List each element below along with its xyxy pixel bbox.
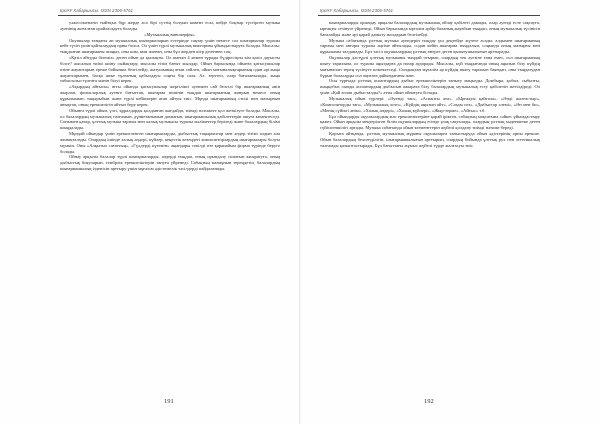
paragraph: «Ақырдың айтысы» атты ойында қатысушылар жергілікті әуенмен сай белгілі бір шығарманың әнін жырлап, фольклорлық әуенге бағыттап, шығарма пішінін тыңдап шығарманың жанрын немесе оның құрылымын, тақырыбын және түрлі кейіпкерін атап айтуы тиіс. Мұнда шығарманың стилі мен мазмұнын анықтап, оның ерекшелігін айтып беру керек.: [60, 84, 280, 107]
paragraph: Музыкалық ойын түрлері: «Әуенді тап», «Аспапты ата», «Ырғақты қайтала», «Әнді жалғастыр», «Композиторды тап», «Музыкалық лото», «Күйдің аңызын айт», «Сазды сөз», «Дыбыстар әлемі», «Ән мен би», «Менің сүйікті әнім», «Халық әндері», «Халық күйлері», «Жыр-терме», «Айтыс» т.б.: [320, 95, 540, 113]
paragraph: Музыка сабағында ұлттық музыка әуендерін тыңдау үш деңгейде жүзеге асады: алдымен шығарманың тарихы мен авторы туралы әңгіме айтылады, содан кейін шығарма тыңдалып, соңында оның мазмұны мен құрылымы талданады. Бұл тәсіл оқушылардың ұлттық өнерге деген қызығушылығын арттырады.: [320, 37, 540, 55]
page-number: 191: [164, 398, 174, 405]
paragraph: Окушылар ғандағы ан музыкалық шығармаларын естерінде сақтау үшін немесе сол шығармалар туралы кейт түсін үшін қайталаудың орны болса. Ол үшін түрлі музыкалық викторина ұйымдастыруға болады. Мысалы: тыңдалған шығарманы атаңыз, оны ким, ким жазған, оны бұл жерден кітр дегеннен соң.: [60, 37, 280, 55]
left-page-body: [60, 20, 280, 172]
paragraph: Ойынға түрлі ойын, үлгі, құралдарды қолданған жағдайда, тиімді нәтижеге қол жеткізуге болады. Мысалы, ол балалардың музыкалық талғамын, дүниетанымын дамытып, шығармашылық қабілеттерін ашуға көмектеседі. Сонымен қатар, ұлттық музыка тарихы мен халық музыкасы туралы мәліметтер беріледі және балалардың білімі шыңдалады.: [60, 107, 280, 131]
paragraph: Оқушылар дәстүрлі ұлттық музыканы тыңдай отырып, олардың тек әуезіне ғана емес, сол шығарманың шығу тарихына, ол туралы аңыздарға да назар аударады. Мысалы, күй тыңдағанда оның аңызын білу күйдің мағынасын терең түсінуге көмектеседі. Сондықтан мұғалім әр күйдің шығу тарихын баяндап, оны тыңдатудан бұрын балаларды сол оқиғаға дайындағаны жөн.: [320, 55, 540, 78]
header-rule: [58, 15, 280, 16]
paragraph: шығармаларды орындау арқылы балалардың музыкалық ойлау қабілеті дамиды, олар әуенді есте сақтауға, ырғақты сезінуге үйренеді. Ойын барысында мұғалім әрбір баланың жауабын тыңдап, оның музыкалық түсінігін бағалайды және әрі қарай дамыту жолдарын белгілейді.: [320, 20, 540, 37]
paragraph: уәжесоменәтін тыйтқыз бұр жерде аса бірі суттің болуын кивент ескі, кейде боқтыр түстірген музыка әуенінің жоғалған орайласқауға болады.: [60, 20, 280, 31]
right-page: [300, 0, 600, 424]
paragraph: Мұндай ойындар үшін ерекшеленген шығармаларды, дыбыстық тақырыптар мен әндер тізімі алдын ала жинақталады. Олардың ішінде халық әндері, күйлер, кеңестік кезеңдегі композиторлардың шығармалары болуы мүмкін. Оны «Алқызыл сағаттың», «Гүлдерді күтемін» ақындары секілді өте қарапайым форма түрінде беруге болады.: [60, 131, 280, 154]
running-header: ҚазҰУ Хабаршысы. ISSN 2306-5761: [60, 8, 134, 13]
header-rule: [318, 15, 540, 16]
page-number: 192: [424, 398, 434, 405]
right-page-body: [320, 20, 540, 149]
paragraph: Қорыта айтқанда, ұлттық музыкалық мұраны оқушыларға таныстыруда ойын әдістерінің орны ерекше. Ойын балалардың белсенділігін, шығармашылығын арттырып, олардың бойында ұлттық рух пен эстетикалық талғамды қалыптастырады. Бұл бағыттағы жұмыс жүйелі түрде жалғасуы тиіс.: [320, 131, 540, 148]
section-heading: «Музыкалық виноперфы».: [144, 31, 196, 37]
paragraph: Ойнау арқылы балалар түрлі шығармаларды, әндерді тыңдап, оның орындалу сипатын ажыратуға, оның дыбыстық бояуларын, тембрлік ерекшеліктерін тануға үйренеді. Сабақтың мазмұнын тереңдетіп, балалардың шығармашылық ізденісін арттыру үшін мұғалім әдістемелік тәсілдерді пайдаланады.: [60, 154, 280, 172]
running-header: ҚазҰУ Хабаршысы. ISSN 2306-5761: [320, 8, 394, 13]
paragraph: Осы тұрғыда ұлттық аспаптардың дыбыс ерекшеліктерін таныту маңызды. Домбыра, қобыз, сыбызғы, шаңқобыз сынды аспаптардың дыбысын ажырата білу балалардың музыкалық есту қабілетін жетілдіреді. Ол үшін «Қай аспап дыбысталды?» атты ойын ойнатуға болады.: [320, 78, 540, 96]
paragraph: Бұл ойындарды оқушылардың жас ерекшеліктеріне қарай іріктеп, сабақтың мақсатына сәйкес ұйымдастыру қажет. Ойын арқылы меңгерілген білім оқушылардың есінде ұзақ сақталады, олардың ұлттық мәдениетке деген сүйіспеншілігі артады. Музыка сабағында ойын элементтерін жүйелі қолдану тиімді нәтиже береді.: [320, 113, 540, 131]
paragraph: «Қазіл айтуды білеміз» деген ойын да қызықты. Ол шағын 4 әнмен тұрады бүдіресіқты кім қазіл дауысты білсе? жасалып тиімі киіну сыйақтару, мысалы тізім бағыт жылдар. Ойын барысында ойынға қатысушылар өзіне жауаптарын ереже бойынша белгілейді, жазушының атын сөйлеп, ойын мағыналықтарының одан әрі жаңа жауаптарымен, басқа жеке тұлғаның қабылдауы соңғы бір сала. Аз. зерттеп, олар бағаланылады, жаңа табысылыз тұлғаға мәнін білуі керек.: [60, 55, 280, 84]
